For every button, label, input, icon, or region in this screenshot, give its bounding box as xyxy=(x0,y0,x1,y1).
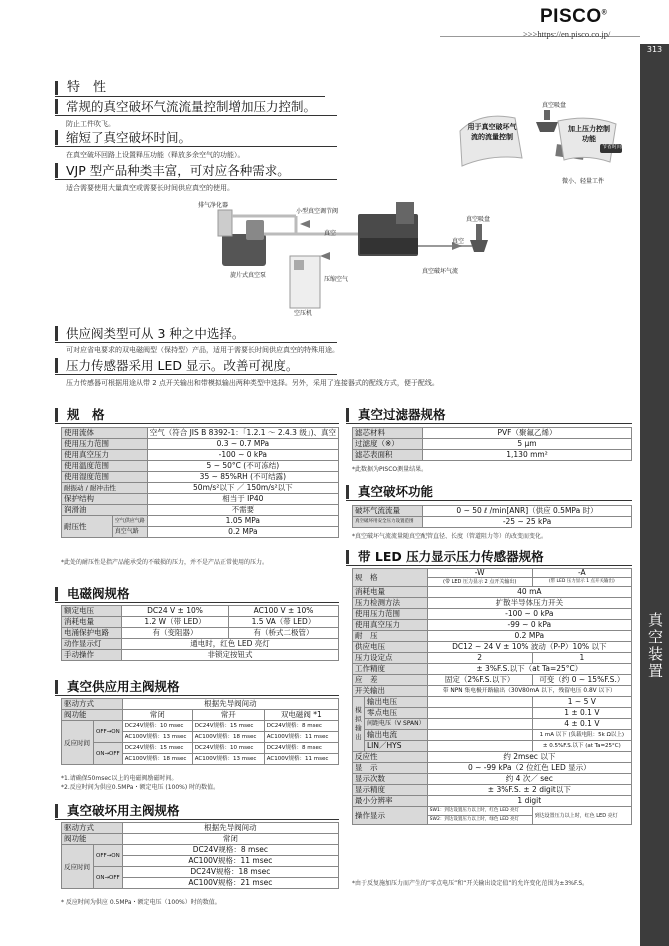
sensor-value: ± 3%F.S. ± 2 digit以下 xyxy=(427,785,631,796)
filter-table xyxy=(352,427,632,461)
break-row xyxy=(62,867,339,878)
supply-value: 根据先导阀间动 xyxy=(122,699,338,710)
spec-key: 保护结构 xyxy=(62,494,148,505)
sensor-value: ± 0.5%F.S.以下 (at Ta=25°C) xyxy=(532,741,631,752)
solenoid-value: DC24 V ± 10% xyxy=(122,606,229,617)
feature-desc-3: 适合需要使用大量真空或需要长时间供应真空的使用。 xyxy=(66,184,234,192)
sensor-value: DC12 ~ 24 V ± 10% 波动（P-P）10% 以下 xyxy=(427,642,631,653)
solenoid-table xyxy=(61,605,339,661)
pump-label: 旋片式真空泵 xyxy=(230,272,267,279)
sensor-model-w: -W xyxy=(427,569,532,578)
feature-heading-5: 压力传感器采用 LED 显示。改善可视度。 xyxy=(55,358,298,373)
pad-label-2: 真空吸盘 xyxy=(466,216,491,223)
break-value: AC100V规格：21 msec xyxy=(122,878,338,889)
supply-row xyxy=(62,721,339,732)
filter-title-underline xyxy=(346,423,632,424)
sensor-value: SW1：到达设置压力以上时，红色 LED 亮灯 xyxy=(427,807,532,816)
sensor-row xyxy=(353,719,632,730)
sensor-model-a-desc: (带 LED 压力显示 1 点开关输出) xyxy=(532,578,631,587)
solenoid-value: AC100 V ± 10% xyxy=(229,606,339,617)
spec-row xyxy=(62,472,339,483)
solenoid-title-underline xyxy=(55,602,339,603)
sensor-value: 1 ± 0.1 V xyxy=(532,708,631,719)
filter-key: 滤芯表面积 xyxy=(353,450,423,461)
sensor-key: LIN／HYS xyxy=(365,741,428,752)
work-label: 微小、轻量工件 xyxy=(562,178,605,185)
spec-title: 规 格 xyxy=(55,408,105,422)
supply-value: 双电磁阀 *1 xyxy=(264,710,338,721)
solenoid-value: 有（桥式二极管） xyxy=(229,628,339,639)
supply-note-2: *2.反应时间为供应0.5MPa・额定电压 (100%) 时的数值。 xyxy=(61,784,220,791)
sidebar xyxy=(640,44,669,946)
break-key: 阀功能 xyxy=(62,834,123,845)
supply-row xyxy=(62,743,339,754)
sensor-row xyxy=(353,730,632,741)
break-value: 根据先导阀间动 xyxy=(122,823,338,834)
supply-key: 反应时间 xyxy=(62,721,94,765)
solenoid-key: 额定电压 xyxy=(62,606,122,617)
feature-underline-2 xyxy=(55,146,337,147)
sensor-value: 0 ~ -99 kPa（2 位红色 LED 显示） xyxy=(427,763,631,774)
solenoid-row xyxy=(62,639,339,650)
spec-subkey: 真空气路 xyxy=(112,527,147,538)
sensor-table xyxy=(352,568,632,825)
system-diagram xyxy=(190,194,500,316)
feature-heading-4: 供应阀类型可从 3 种之中选择。 xyxy=(55,326,244,341)
sensor-key: 消耗电量 xyxy=(353,587,428,598)
filter-key: 滤芯材料 xyxy=(353,428,423,439)
supply-value: 常开 xyxy=(192,710,264,721)
supply-value: AC100V规格：11 msec xyxy=(264,732,338,743)
solenoid-value: 1.2 W（带 LED） xyxy=(122,617,229,628)
feature-underline-5 xyxy=(55,374,337,375)
bubble-left: 用于真空破坏气流的流量控制 xyxy=(467,123,517,141)
solenoid-row xyxy=(62,628,339,639)
supply-subkey: ON→OFF xyxy=(94,743,123,765)
feature-desc-5: 压力传感器可根据用途从带 2 点开关输出和带模拟输出两种类型中选择。另外，采用了连接器式的配线方式，便于配线。 xyxy=(66,379,439,387)
sensor-key: 反应性 xyxy=(353,752,428,763)
regulator-label: 小型真空调节阀 xyxy=(296,208,339,215)
spec-row xyxy=(62,439,339,450)
filter-value: PVF（聚氟乙烯） xyxy=(423,428,632,439)
sensor-value: -99 ~ 0 kPa xyxy=(427,620,631,631)
system-diagram-art xyxy=(190,194,500,316)
sensor-row xyxy=(353,686,632,697)
solenoid-key: 消耗电量 xyxy=(62,617,122,628)
spec-key: 润滑油 xyxy=(62,505,148,516)
break-value: AC100V规格：11 msec xyxy=(122,856,338,867)
supply-value: DC24V规格：15 msec xyxy=(122,743,192,754)
filter-row xyxy=(353,439,632,450)
features-title: 特 性 xyxy=(55,81,337,95)
sensor-value: 约 4 次／ sec xyxy=(427,774,631,785)
solenoid-key: 动作显示灯 xyxy=(62,639,122,650)
spec-value: 空气（符合 JIS B 8392-1：「1.2.1 ～ 2.4.3 级」)、真空 xyxy=(147,428,338,439)
break-subkey: ON→OFF xyxy=(94,867,123,889)
sensor-value: ± 3%F.S.以下（at Ta=25°C） xyxy=(427,664,631,675)
solenoid-key: 电涌保护电路 xyxy=(62,628,122,639)
feature-underline-4 xyxy=(55,342,337,343)
supply-key: 阀功能 xyxy=(62,710,123,721)
filter-note: *此数据为PISCO测量结果。 xyxy=(352,466,428,473)
sensor-row xyxy=(353,785,632,796)
bubble-right: 加上压力控制功能 xyxy=(568,125,610,143)
sensor-key: 压力设定点 xyxy=(353,653,428,664)
spec-note: *此处的耐压性是指产品能承受的不破损的压力，并不是产品正常使用的压力。 xyxy=(61,559,269,566)
sensor-value: 0.2 MPa xyxy=(427,631,631,642)
sensor-key: 显示精度 xyxy=(353,785,428,796)
solenoid-key: 手动操作 xyxy=(62,650,122,661)
filter-value: 5 μm xyxy=(423,439,632,450)
supply-valve-table xyxy=(61,698,339,765)
sensor-row xyxy=(353,763,632,774)
feature-desc-1: 防止工件吹飞。 xyxy=(66,120,115,128)
break-func-key: 破坏气流流量 xyxy=(353,506,423,517)
sensor-value: -100 ~ 0 kPa xyxy=(427,609,631,620)
break-valve-title: 真空破坏用主阀规格 xyxy=(55,804,180,818)
supply-value: 常闭 xyxy=(122,710,192,721)
sensor-key: 输出电压 xyxy=(365,697,428,708)
spec-value: 相当于 IP40 xyxy=(147,494,338,505)
sensor-value: 到达设置压力以上时，红色 LED 亮灯 xyxy=(532,807,631,825)
sensor-model-a: -A xyxy=(532,569,631,578)
supply-value: DC24V规格：15 msec xyxy=(192,721,264,732)
sensor-row xyxy=(353,664,632,675)
filter-title: 真空过滤器规格 xyxy=(346,408,446,422)
sensor-value: 2 xyxy=(427,653,532,664)
supply-value: AC100V规格：11 msec xyxy=(264,754,338,765)
break-key: 反应时间 xyxy=(62,845,94,889)
break-value: 常闭 xyxy=(122,834,338,845)
sensor-row xyxy=(353,569,632,578)
vacuum-label: 真空 xyxy=(324,230,337,237)
spec-key: 耐振动 / 耐冲击性 xyxy=(62,483,148,494)
spec-subkey: 空气供应气路 xyxy=(112,516,147,527)
filter-label: 排气净化器 xyxy=(198,202,229,209)
sensor-key: 供应电压 xyxy=(353,642,428,653)
supply-row xyxy=(62,699,339,710)
spec-key: 使用流体 xyxy=(62,428,148,439)
spec-row xyxy=(62,494,339,505)
supply-value: AC100V规格：18 msec xyxy=(192,732,264,743)
supply-valve-title: 真空供应用主阀规格 xyxy=(55,680,180,694)
sensor-row xyxy=(353,620,632,631)
filter-key: 过滤度（※） xyxy=(353,439,423,450)
suction-diagram xyxy=(440,96,630,186)
break-valve-table xyxy=(61,822,339,889)
break-func-table xyxy=(352,505,632,528)
feature-heading-3: VJP 型产品种类丰富，可对应各种需求。 xyxy=(55,163,290,178)
sensor-value: 约 2msec 以下 xyxy=(427,752,631,763)
spec-title-underline xyxy=(55,423,339,424)
sensor-value: 1 digit xyxy=(427,796,631,807)
solenoid-row xyxy=(62,606,339,617)
spec-value: 50m/s²以下 ／ 150m/s²以下 xyxy=(147,483,338,494)
feature-underline-1 xyxy=(55,115,337,116)
spec-key: 使用温度范围 xyxy=(62,461,148,472)
sensor-key: 使用真空压力 xyxy=(353,620,428,631)
spec-table xyxy=(61,427,339,538)
break-row xyxy=(62,823,339,834)
sensor-row xyxy=(353,653,632,664)
sensor-title: 带 LED 压力显示压力传感器规格 xyxy=(346,550,544,564)
spec-value: 不需要 xyxy=(147,505,338,516)
solenoid-title: 电磁阀规格 xyxy=(55,587,130,601)
sensor-row xyxy=(353,609,632,620)
features-title-underline xyxy=(55,96,325,97)
supply-note-1: *1.请确保50msec以上的电磁阀励磁时间。 xyxy=(61,775,178,782)
sensor-model-w-desc: (带 LED 压力显示 2 点开关输出) xyxy=(427,578,532,587)
sensor-value: 扩散半导体压力开关 xyxy=(427,598,631,609)
spec-row xyxy=(62,450,339,461)
sensor-key: 间距电压（V SPAN） xyxy=(365,719,428,730)
solenoid-row xyxy=(62,617,339,628)
sensor-key: 零点电压 xyxy=(365,708,428,719)
sensor-row xyxy=(353,741,632,752)
sensor-value: 1 xyxy=(532,653,631,664)
spec-value: 0.2 MPa xyxy=(147,527,338,538)
spec-value: 35 ~ 85%RH (不可结露) xyxy=(147,472,338,483)
sensor-title-underline xyxy=(346,565,632,566)
time-saving-badge: 节省时间 xyxy=(601,144,622,150)
break-valve-note: * 反应时间为供应 0.5MPa・额定电压（100%）时的数值。 xyxy=(61,899,221,906)
vacuum-label-2: 真空 xyxy=(452,238,465,245)
sensor-note: *由于反复施加压力而产生的“零点电压”和“开关输出设定值”的允许变化范围为±3%F.S。 xyxy=(352,880,589,887)
feature-desc-4: 可对应省电要求的双电磁阀型（保持型）产品，适用于需要长时间供应真空的特殊用途。 xyxy=(66,346,339,354)
break-row xyxy=(62,845,339,856)
sensor-value: 可变（约 0 ~ 15%F.S.） xyxy=(532,675,631,686)
sensor-row xyxy=(353,631,632,642)
sensor-value: 带 NPN 集电极开路输出（30V80mA 以下，残留电压 0.8V 以下） xyxy=(427,686,631,697)
sensor-row xyxy=(353,587,632,598)
solenoid-row xyxy=(62,650,339,661)
spec-value: -100 ~ 0 kPa xyxy=(147,450,338,461)
sensor-value: 固定（2%F.S.以下） xyxy=(427,675,532,686)
sensor-key: 应 差 xyxy=(353,675,428,686)
feature-underline-3 xyxy=(55,179,337,180)
solenoid-value: 有（变阻器） xyxy=(122,628,229,639)
break-value: DC24V规格：8 msec xyxy=(122,845,338,856)
sensor-value: 1 ~ 5 V xyxy=(532,697,631,708)
spec-value: 0.3 ~ 0.7 MPa xyxy=(147,439,338,450)
pisco-logo: PISCO® xyxy=(540,6,608,27)
feature-heading-1: 常规的真空破坏气流流量控制增加压力控制。 xyxy=(55,99,316,114)
supply-value: AC100V规格：13 msec xyxy=(122,732,192,743)
sensor-row xyxy=(353,708,632,719)
break-valve-title-underline xyxy=(55,819,339,820)
sensor-row xyxy=(353,807,632,816)
break-key: 驱动方式 xyxy=(62,823,123,834)
break-subkey: OFF→ON xyxy=(94,845,123,867)
spec-key: 使用真空压力 xyxy=(62,450,148,461)
sensor-value: SW2：到达设置压力以上时，绿色 LED 亮灯 xyxy=(427,816,532,825)
sensor-analog-key: 模拟输出 xyxy=(353,697,365,752)
break-func-value: 0 ~ 50 ℓ /min[ANR]（供应 0.5MPa 时） xyxy=(423,506,632,517)
sensor-key: 开关输出 xyxy=(353,686,428,697)
sensor-key: 操作显示 xyxy=(353,807,428,825)
sensor-value: 4 ± 0.1 V xyxy=(532,719,631,730)
break-func-row xyxy=(353,517,632,528)
sensor-key: 耐 压 xyxy=(353,631,428,642)
break-value: DC24V规格：18 msec xyxy=(122,867,338,878)
spec-value: 1.05 MPa xyxy=(147,516,338,527)
sensor-value: 40 mA xyxy=(427,587,631,598)
filter-row xyxy=(353,450,632,461)
filter-value: 1,130 mm² xyxy=(423,450,632,461)
spec-key: 使用湿度范围 xyxy=(62,472,148,483)
pad-label: 真空吸盘 xyxy=(542,102,567,109)
sensor-key: 输出电流 xyxy=(365,730,428,741)
compressor-label: 空压机 xyxy=(294,310,313,317)
feature-heading-2: 缩短了真空破坏时间。 xyxy=(55,130,191,145)
page-number: 313 xyxy=(646,45,663,54)
compressed-air-label: 压缩空气 xyxy=(324,276,349,283)
supply-row xyxy=(62,710,339,721)
spec-row xyxy=(62,505,339,516)
website-url[interactable]: >>>https://en.pisco.co.jp/ xyxy=(523,29,611,39)
feature-desc-2: 在真空破坏回路上设置释压功能（释放多余空气的功能）。 xyxy=(66,151,245,159)
supply-value: AC100V规格：13 msec xyxy=(192,754,264,765)
sensor-row xyxy=(353,598,632,609)
sensor-key: 工作精度 xyxy=(353,664,428,675)
supply-valve-title-underline xyxy=(55,695,339,696)
sensor-key: 压力检测方法 xyxy=(353,598,428,609)
break-func-key: 真空破坏用安全压力设置范围 xyxy=(353,517,423,528)
sensor-value: 1 mA 以下 (负载电阻：5k Ω以上) xyxy=(532,730,631,741)
supply-value: AC100V规格：18 msec xyxy=(122,754,192,765)
supply-subkey: OFF→ON xyxy=(94,721,123,743)
supply-value: DC24V规格：8 msec xyxy=(264,743,338,754)
sensor-row xyxy=(353,642,632,653)
sensor-row xyxy=(353,752,632,763)
solenoid-value: 通电时，红色 LED 亮灯 xyxy=(122,639,339,650)
break-func-title-underline xyxy=(346,500,632,501)
sensor-row xyxy=(353,697,632,708)
solenoid-value: 非锁定按钮式 xyxy=(122,650,339,661)
sensor-key: 显 示 xyxy=(353,763,428,774)
sensor-key: 显示次数 xyxy=(353,774,428,785)
sensor-key: 规 格 xyxy=(353,569,428,587)
break-func-title: 真空破坏功能 xyxy=(346,485,433,499)
spec-row xyxy=(62,516,339,527)
break-func-row xyxy=(353,506,632,517)
side-title: 真空装置 xyxy=(646,612,664,680)
break-air-label: 真空破坏气流 xyxy=(422,268,459,275)
supply-key: 驱动方式 xyxy=(62,699,123,710)
supply-value: DC24V规格：10 msec xyxy=(192,743,264,754)
spec-row xyxy=(62,483,339,494)
sensor-row xyxy=(353,675,632,686)
solenoid-value: 1.5 VA（带 LED） xyxy=(229,617,339,628)
sensor-key: 最小分辨率 xyxy=(353,796,428,807)
spec-row xyxy=(62,461,339,472)
break-func-note: *真空破坏气流流量随真空配管直径、长度（管道阻力等）的改变而变化。 xyxy=(352,533,548,540)
spec-key: 使用压力范围 xyxy=(62,439,148,450)
supply-value: DC24V规格：8 msec xyxy=(264,721,338,732)
spec-key: 耐压性 xyxy=(62,516,113,538)
sensor-key: 使用压力范围 xyxy=(353,609,428,620)
break-row xyxy=(62,834,339,845)
filter-row xyxy=(353,428,632,439)
spec-row xyxy=(62,428,339,439)
sensor-row xyxy=(353,796,632,807)
break-func-value: -25 ~ 25 kPa xyxy=(423,517,632,528)
spec-value: 5 ~ 50°C (不可冻结) xyxy=(147,461,338,472)
sensor-row xyxy=(353,774,632,785)
supply-value: DC24V规格：10 msec xyxy=(122,721,192,732)
